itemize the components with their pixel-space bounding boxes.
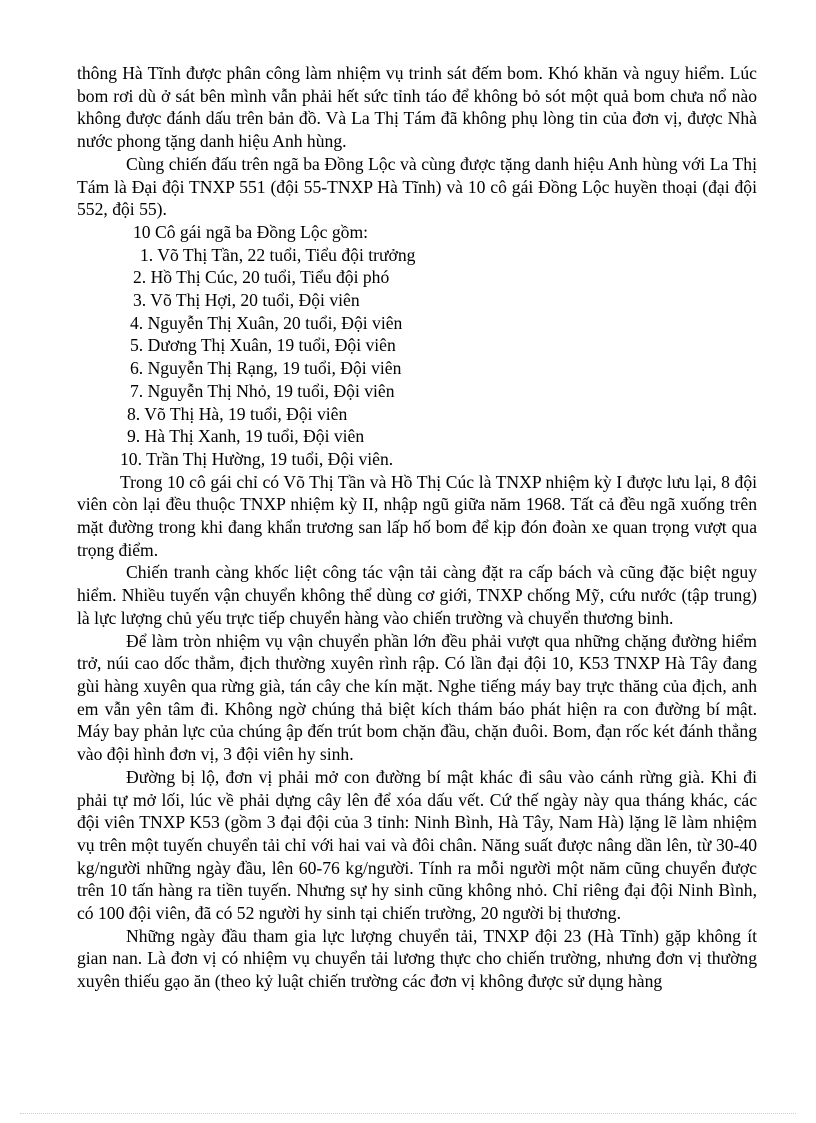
list-item: 3. Võ Thị Hợi, 20 tuổi, Đội viên xyxy=(133,290,360,311)
heroine-list xyxy=(77,244,757,471)
paragraph-dong-loc: Cùng chiến đấu trên ngã ba Đồng Lộc và cùng được tặng danh hiệu Anh hùng với La Thị Tám là Đại đội TNXP 551 (đội 55-TNXP Hà Tĩnh) và 10 cô gái Đồng Lộc huyền thoại (đại đội 552, đội 55). xyxy=(77,153,757,220)
document-body xyxy=(77,62,757,993)
list-item: 10. Trần Thị Hường, 19 tuổi, Đội viên. xyxy=(120,448,394,469)
list-item: 2. Hồ Thị Cúc, 20 tuổi, Tiểu đội phó xyxy=(133,267,390,288)
list-item: 4. Nguyễn Thị Xuân, 20 tuổi, Đội viên xyxy=(130,312,403,333)
paragraph-intro: thông Hà Tĩnh được phân công làm nhiệm vụ trinh sát đếm bom. Khó khăn và nguy hiểm. Lúc bom rơi dù ở sát bên mình vẫn phải hết sức tỉnh táo để không bỏ sót một quả bom chưa nổ nào không được đánh dấu trên bản đồ. Và La Thị Tám đã không phụ lòng tin của đơn vị, được Nhà nước phong tặng danh hiệu Anh hùng. xyxy=(77,63,757,152)
paragraph-last: Những ngày đầu tham gia lực lượng chuyển tải, TNXP đội 23 (Hà Tĩnh) gặp không ít gian nan. Là đơn vị có nhiệm vụ chuyển tải lương thực cho chiến trường, nhưng đơn vị thường xuyên thiếu gạo ăn (theo kỷ luật chiến trường các đơn vị không được sử dụng hàng xyxy=(77,925,757,992)
list-item: 6. Nguyễn Thị Rạng, 19 tuổi, Đội viên xyxy=(130,358,402,379)
list-item: 8. Võ Thị Hà, 19 tuổi, Đội viên xyxy=(127,403,348,424)
list-heading: 10 Cô gái ngã ba Đồng Lộc gồm: xyxy=(133,221,369,242)
paragraph-war: Chiến tranh càng khốc liệt công tác vận tải càng đặt ra cấp bách và cũng đặc biệt nguy hiểm. Nhiều tuyến vận chuyển không thể dùng cơ giới, TNXP chống Mỹ, cứu nước (tập trung) là lực lượng chủ yếu trực tiếp chuyển hàng vào chiến trường và chuyển thương binh. xyxy=(77,562,757,628)
list-item: 9. Hà Thị Xanh, 19 tuổi, Đội viên xyxy=(127,426,365,447)
list-item: 7. Nguyễn Thị Nhỏ, 19 tuổi, Đội viên xyxy=(130,380,395,401)
paragraph-transport: Để làm tròn nhiệm vụ vận chuyển phần lớn đều phải vượt qua những chặng đường hiểm trở, núi cao dốc thẳm, địch thường xuyên rình rập. Có lần đại đội 10, K53 TNXP Hà Tây đang gùi hàng xuyên qua rừng già, tán cây che kín mặt. Nghe tiếng máy bay trực thăng của địch, anh em vẫn yên tâm đi. Không ngờ chúng thả biệt kích thám báo phát hiện ra con đường bí mật. Máy bay phản lực của chúng ập đến trút bom chặn đầu, chặn đuôi. Bom, đạn rốc két đánh thẳng vào đội hình đơn vị, 3 đội viên hy sinh. xyxy=(77,630,757,765)
list-item: 1. Võ Thị Tần, 22 tuổi, Tiểu đội trưởng xyxy=(140,244,416,265)
paragraph-road: Đường bị lộ, đơn vị phải mở con đường bí mật khác đi sâu vào cánh rừng già. Khi đi phải tự mở lối, lúc về phải dựng cây lên để xóa dấu vết. Cứ thế ngày này qua tháng khác, các đội viên TNXP K53 (gồm 3 đại đội của 3 tỉnh: Ninh Bình, Hà Tây, Nam Hà) lặng lẽ làm nhiệm vụ trên một tuyến chuyển tải chỉ với hai vai và đôi chân. Năng suất được nâng dần lên, từ 30-40 kg/người những ngày đầu, lên 60-76 kg/người. Tính ra mỗi người một năm cũng chuyển được trên 10 tấn hàng ra tiền tuyến. Nhưng sự hy sinh cũng không nhỏ. Chỉ riêng đại đội Ninh Bình, có 100 đội viên, đã có 52 người hy sinh tại chiến trường, 20 người bị thương. xyxy=(77,766,757,924)
list-item: 5. Dương Thị Xuân, 19 tuổi, Đội viên xyxy=(130,335,396,356)
page-bottom-divider xyxy=(20,1113,796,1114)
paragraph-after-list: Trong 10 cô gái chỉ có Võ Thị Tần và Hồ Thị Cúc là TNXP nhiệm kỳ I được lưu lại, 8 đội viên còn lại đều thuộc TNXP nhiệm kỳ II, nhập ngũ giữa năm 1968. Tất cả đều ngã xuống trên mặt đường trong khi đang khẩn trương san lấp hố bom để kịp đón đoàn xe quan trọng vượt qua trọng điểm. xyxy=(77,471,757,560)
